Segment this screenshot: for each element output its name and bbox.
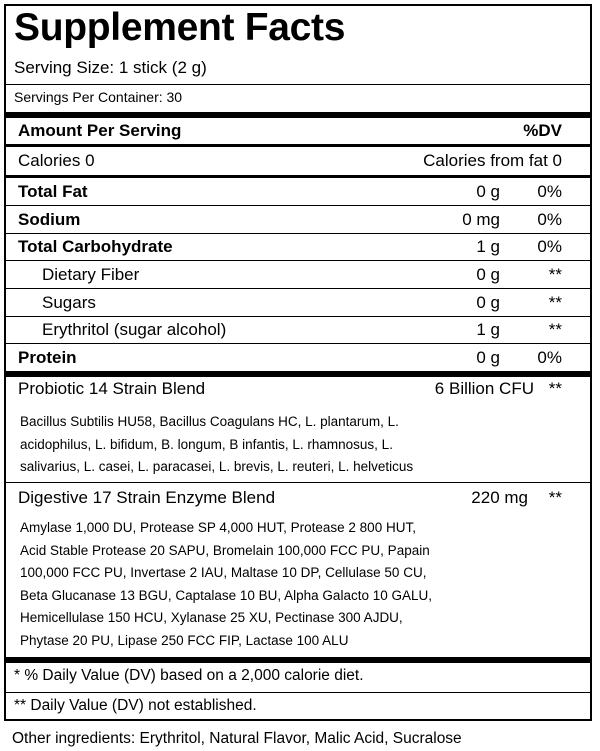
- probiotic-blend-amount: 6 Billion CFU: [434, 379, 534, 398]
- not-established-footnote: ** Daily Value (DV) not established.: [14, 697, 257, 714]
- nutrient-name: Erythritol (sugar alcohol): [42, 320, 227, 339]
- nutrient-name: Total Fat: [18, 182, 88, 201]
- probiotic-blend-name: Probiotic 14 Strain Blend: [18, 379, 206, 398]
- divider: [4, 482, 592, 483]
- nutrient-name: Total Carbohydrate: [18, 237, 173, 256]
- nutrient-row-total-fat: [4, 178, 592, 205]
- amount-per-serving-label: Amount Per Serving: [18, 121, 182, 140]
- servings-per-container: Servings Per Container: 30: [14, 89, 183, 105]
- nutrient-dv: 0%: [537, 237, 562, 256]
- nutrient-amount: 1 g: [476, 237, 500, 256]
- nutrient-amount: 1 g: [476, 320, 500, 339]
- nutrient-name: Sodium: [18, 210, 81, 229]
- nutrient-row-total-carbohydrate: [4, 233, 592, 260]
- thick-divider: [4, 657, 592, 663]
- nutrient-dv: **: [548, 320, 562, 339]
- calories-from-fat: Calories from fat 0: [423, 151, 562, 170]
- dv-header: %DV: [523, 121, 562, 140]
- nutrient-name: Dietary Fiber: [42, 265, 140, 284]
- divider: [4, 84, 592, 85]
- divider: [4, 692, 592, 693]
- nutrient-row-dietary-fiber: [4, 261, 592, 288]
- nutrient-amount: 0 g: [476, 348, 500, 367]
- probiotic-blend-row: [4, 375, 592, 402]
- nutrient-row-protein: [4, 344, 592, 371]
- nutrient-dv: 0%: [537, 210, 562, 229]
- other-ingredients: Other ingredients: Erythritol, Natural Flavor, Malic Acid, Sucralose: [12, 730, 462, 747]
- nutrient-amount: 0 mg: [462, 210, 500, 229]
- nutrient-name: Protein: [18, 348, 77, 367]
- strain-line: acidophilus, L. bifidum, B. longum, B infantis, L. rhamnosus, L.: [20, 436, 393, 452]
- enzyme-line: Phytase 20 PU, Lipase 250 FCC FIP, Lactase 100 ALU: [20, 632, 349, 648]
- enzyme-blend-row: [4, 484, 592, 511]
- nutrient-dv: **: [548, 293, 562, 312]
- enzyme-line: 100,000 FCC PU, Invertase 2 IAU, Maltase 10 DP, Cellulase 50 CU,: [20, 565, 427, 580]
- enzyme-blend-amount: 220 mg: [471, 488, 528, 507]
- probiotic-strain-list: [20, 411, 520, 479]
- enzyme-line: Acid Stable Protease 20 SAPU, Bromelain 100,000 FCC PU, Papain: [20, 542, 430, 558]
- nutrient-amount: 0 g: [476, 265, 500, 284]
- serving-size: Serving Size: 1 stick (2 g): [14, 58, 207, 77]
- panel-title: Supplement Facts: [14, 6, 346, 49]
- nutrient-amount: 0 g: [476, 293, 500, 312]
- enzyme-line: Hemicellulase 150 HCU, Xylanase 25 XU, Pectinase 300 AJDU,: [20, 610, 403, 625]
- nutrient-amount: 0 g: [476, 182, 500, 201]
- nutrient-dv: 0%: [537, 348, 562, 367]
- nutrient-dv: **: [548, 265, 562, 284]
- enzyme-list: [20, 517, 520, 652]
- probiotic-blend-dv: **: [548, 379, 562, 398]
- strain-line: salivarius, L. casei, L. paracasei, L. brevis, L. reuteri, L. helveticus: [20, 459, 414, 474]
- nutrient-row-sugars: [4, 289, 592, 316]
- nutrient-row-sodium: [4, 206, 592, 233]
- nutrient-row-erythritol: [4, 316, 592, 343]
- amount-header-row: [4, 117, 592, 144]
- enzyme-blend-dv: **: [548, 488, 562, 507]
- daily-value-footnote: * % Daily Value (DV) based on a 2,000 calorie diet.: [14, 667, 364, 684]
- nutrient-name: Sugars: [42, 293, 96, 312]
- nutrient-dv: 0%: [537, 182, 562, 201]
- enzyme-line: Beta Glucanase 13 BGU, Captalase 10 BU, Alpha Galacto 10 GALU,: [20, 587, 432, 603]
- strain-line: Bacillus Subtilis HU58, Bacillus Coagulans HC, L. plantarum, L.: [20, 414, 399, 429]
- enzyme-line: Amylase 1,000 DU, Protease SP 4,000 HUT, Protease 2 800 HUT,: [20, 520, 416, 535]
- calories-row: [4, 147, 592, 174]
- enzyme-blend-name: Digestive 17 Strain Enzyme Blend: [18, 488, 276, 507]
- calories-label: Calories 0: [18, 151, 95, 170]
